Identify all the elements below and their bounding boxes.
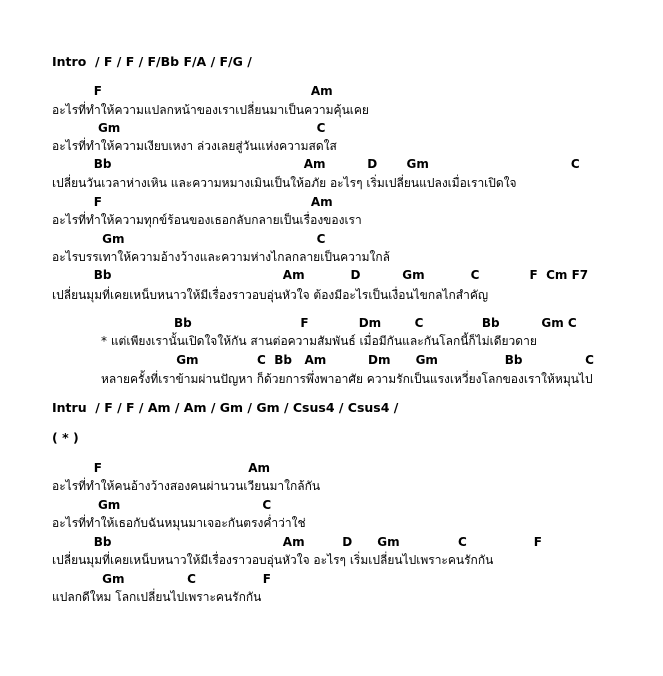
lyric-line: เปลี่ยนวันเวลาห่างเหิน และความหมางเมินเป็นให้อภัย อะไรๆ เริ่มเปลี่ยนแปลงเมื่อเราเปิดใจ — [52, 176, 517, 190]
lyric-line: เปลี่ยนมุมที่เคยเหน็บหนาวให้มีเรื่องราวอบอุ่นหัวใจ อะไรๆ เริ่มเปลี่ยนไปเพราะคนรักกัน — [52, 553, 494, 567]
lyric-line: อะไรบรรเทาให้ความอ้างว้างและความห่างไกลกลายเป็นความใกล้ — [52, 250, 391, 264]
chord-line: Bb Am D Gm C F Cm F7 — [52, 268, 589, 282]
lyric-line: อะไรที่ทำให้เธอกับฉันหมุนมาเจอะกันตรงค่ำว่าใช่ — [52, 516, 306, 530]
lyric-line: * แต่เพียงเรานั้นเปิดใจให้กัน สานต่อความสัมพันธ์ เมื่อมีกันและกันโลกนี้ก็ไม่เดียวดาย — [101, 334, 537, 348]
repeat-marker: ( * ) — [52, 430, 79, 445]
lyric-line: อะไรที่ทำให้ความแปลกหน้าของเราเปลี่ยนมาเป็นความคุ้นเคย — [52, 103, 369, 117]
intro-line: Intro / F / F / F/Bb F/A / F/G / — [52, 54, 252, 69]
chord-line: F Am — [52, 461, 270, 475]
lyric-line: เปลี่ยนมุมที่เคยเหน็บหนาวให้มีเรื่องราวอบอุ่นหัวใจ ต้องมีอะไรเป็นเงื่อนไขกลไกสำคัญ — [52, 288, 489, 302]
chord-line: Bb Am D Gm C F — [52, 535, 542, 549]
chord-line: Gm C — [52, 232, 326, 246]
chord-line: F Am — [52, 195, 333, 209]
chord-line: Gm C Bb Am Dm Gm Bb C — [101, 353, 594, 367]
chord-line: F Am — [52, 84, 333, 98]
intru-line: Intru / F / F / Am / Am / Gm / Gm / Csus4 / Csus4 / — [52, 400, 399, 415]
lyric-line: อะไรที่ทำให้ความทุกข์ร้อนของเธอกลับกลายเป็นเรื่องของเรา — [52, 213, 362, 227]
chord-line: Bb Am D Gm C — [52, 157, 580, 171]
lyric-line: อะไรที่ทำให้คนอ้างว้างสองคนผ่านวนเวียนมาใกล้กัน — [52, 479, 321, 493]
chord-line: Bb F Dm C Bb Gm C — [174, 316, 577, 330]
chord-line: Gm C F — [52, 572, 271, 586]
chord-line: Gm C — [52, 121, 326, 135]
lyric-line: หลายครั้งที่เราข้ามผ่านปัญหา ก็ด้วยการพึ่งพาอาศัย ความรักเป็นแรงเหวี่ยงโลกของเราให้หมุนไป — [101, 372, 593, 386]
lyric-line: อะไรที่ทำให้ความเงียบเหงา ล่วงเลยสู่วันแห่งความสดใส — [52, 139, 337, 153]
chord-line: Gm C — [52, 498, 272, 512]
lyric-line: แปลกดีใหม โลกเปลี่ยนไปเพราะคนรักกัน — [52, 590, 262, 604]
